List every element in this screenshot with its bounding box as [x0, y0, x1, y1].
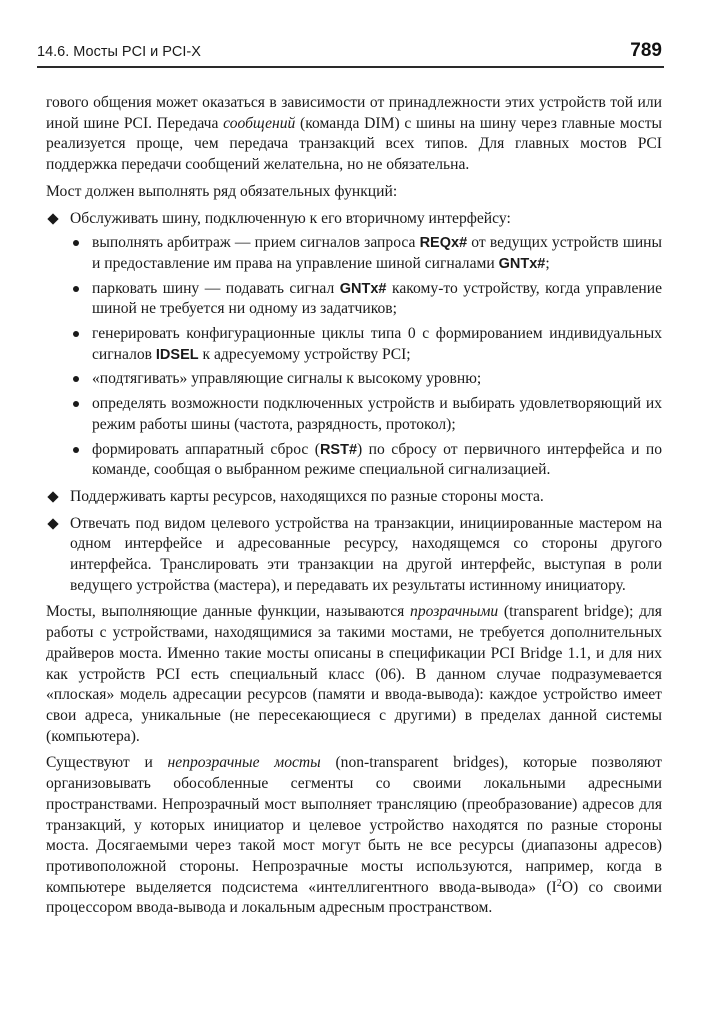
sub-list-item: формировать аппаратный сброс (RST#) по сбросу от первичного интерфейса и по команде, сообщая о выбранном режиме специальной сигнализацией. [70, 440, 662, 481]
diamond-bullet-icon [47, 213, 58, 224]
dot-bullet-icon [73, 376, 79, 382]
signal-name: GNTx# [339, 280, 387, 297]
signal-name: REQx# [419, 235, 468, 252]
functions-list [46, 209, 662, 597]
dot-bullet-icon [73, 331, 79, 337]
list-item: Поддерживать карты ресурсов, находящихся по разные стороны моста. [46, 487, 662, 508]
list-item: Обслуживать шину, подключенную к его вторичному интерфейсу: выполнять арбитраж — прием сигналов запроса REQx# от ведущих устройств шины и предоставление им права на управление шиной сигналами GNTx#; парковать шину — подавать сигнал GNTx# какому-то устройству, когда управление шиной не требуется ни одному из задатчиков; генерировать конфигурационные циклы типа 0 с формированием индивидуальных сигналов IDSEL к адресуемому устройству PCI; «подтягивать» управляющие сигналы к высокому уровню; определять возможности подключенных устройств и выбирать удовлетворяющий их режим работы шины (частота, разрядность, протокол); формировать аппаратный сброс (RST#) по сбросу от первичного интерфейса и по команде, сообщая о выбранном режиме специальной сигнализацией. [46, 209, 662, 481]
sub-list [70, 233, 662, 481]
dot-bullet-icon [73, 286, 79, 292]
paragraph-functions-intro: Мост должен выполнять ряд обязательных функций: [46, 182, 398, 200]
paragraph-transparent-bridges: Мосты, выполняющие данные функции, называются прозрачными (transparent bridge); для работы с устройствами, находящимися за такими мостами, не требуется дополнительных драйверов моста. Именно такие мосты описаны в спецификации PCI Bridge 1.1, и для них как устройств PCI есть специальный класс (06). В данном случае подразумевается «плоская» модель адресации ресурсов (памяти и ввода-вывода): каждое устройство имеет свои адреса, уникальные (не пересекающиеся с другими) в пределах данной системы (компьютера). [46, 603, 662, 745]
section-title: 14.6. Мосты PCI и PCI-X [37, 44, 201, 60]
diamond-bullet-icon [47, 518, 58, 529]
sub-list-item: выполнять арбитраж — прием сигналов запроса REQx# от ведущих устройств шины и предоставление им права на управление шиной сигналами GNTx#; [70, 233, 662, 274]
dot-bullet-icon [73, 447, 79, 453]
list-item: Отвечать под видом целевого устройства на транзакции, инициированные мастером на одном интерфейсе и адресованные ресурсу, находящемся со стороны другого интерфейса. Транслировать эти транзакции на другой интерфейс, выступая в роли ведущего устройства (мастера), и передавать их результаты истинному инициатору. [46, 514, 662, 597]
signal-name: RST# [319, 441, 358, 458]
diamond-bullet-icon [47, 491, 58, 502]
signal-name: IDSEL [155, 346, 199, 363]
dot-bullet-icon [73, 401, 79, 407]
sub-list-item: «подтягивать» управляющие сигналы к высокому уровню; [70, 369, 662, 390]
page-number: 789 [630, 40, 662, 61]
superscript: 2 [556, 877, 562, 889]
sub-list-item: парковать шину — подавать сигнал GNTx# какому-то устройству, когда управление шиной не требуется ни одному из задатчиков; [70, 279, 662, 320]
sub-list-item: генерировать конфигурационные циклы типа 0 с формированием индивидуальных сигналов IDSEL к адресуемому устройству PCI; [70, 324, 662, 365]
running-header [37, 40, 664, 68]
term-messages: сообщений [223, 114, 296, 132]
paragraph-non-transparent-bridges: Существуют и непрозрачные мосты (non-transparent bridges), которые позволяют организовывать обособленные сегменты со своими локальными адресными пространствами. Непрозрачный мост выполняет трансляцию (преобразование) адресов для транзакций, у которых инициатор и целевое устройство находятся по разные стороны моста. Досягаемыми через такой мост могут быть не все ресурсы (диапазоны адресов) противоположной стороны. Непрозрачные мосты используются, например, когда в компьютере выделяется подсистема «интеллигентного ввода-вывода» $(I^2O)$ со своими процессором ввода-вывода и локальным адресным пространством. [46, 754, 662, 917]
page-body [46, 93, 662, 919]
signal-name: GNTx# [498, 255, 546, 272]
term-transparent: прозрачными [410, 603, 499, 621]
sub-list-item: определять возможности подключенных устройств и выбирать удовлетворяющий их режим работы шины (частота, разрядность, протокол); [70, 394, 662, 435]
paragraph-messages: гового общения может оказаться в зависимости от принадлежности этих устройств той или иной шине PCI. Передача сообщений (команда DIM) с шины на шину через главные мосты реализуется проще, чем передача транзакций всех типов. Для главных мостов PCI поддержка передачи сообщений желательна, но не обязательна. [46, 94, 662, 174]
term-non-transparent: непрозрачные мосты [167, 754, 321, 772]
dot-bullet-icon [73, 240, 79, 246]
